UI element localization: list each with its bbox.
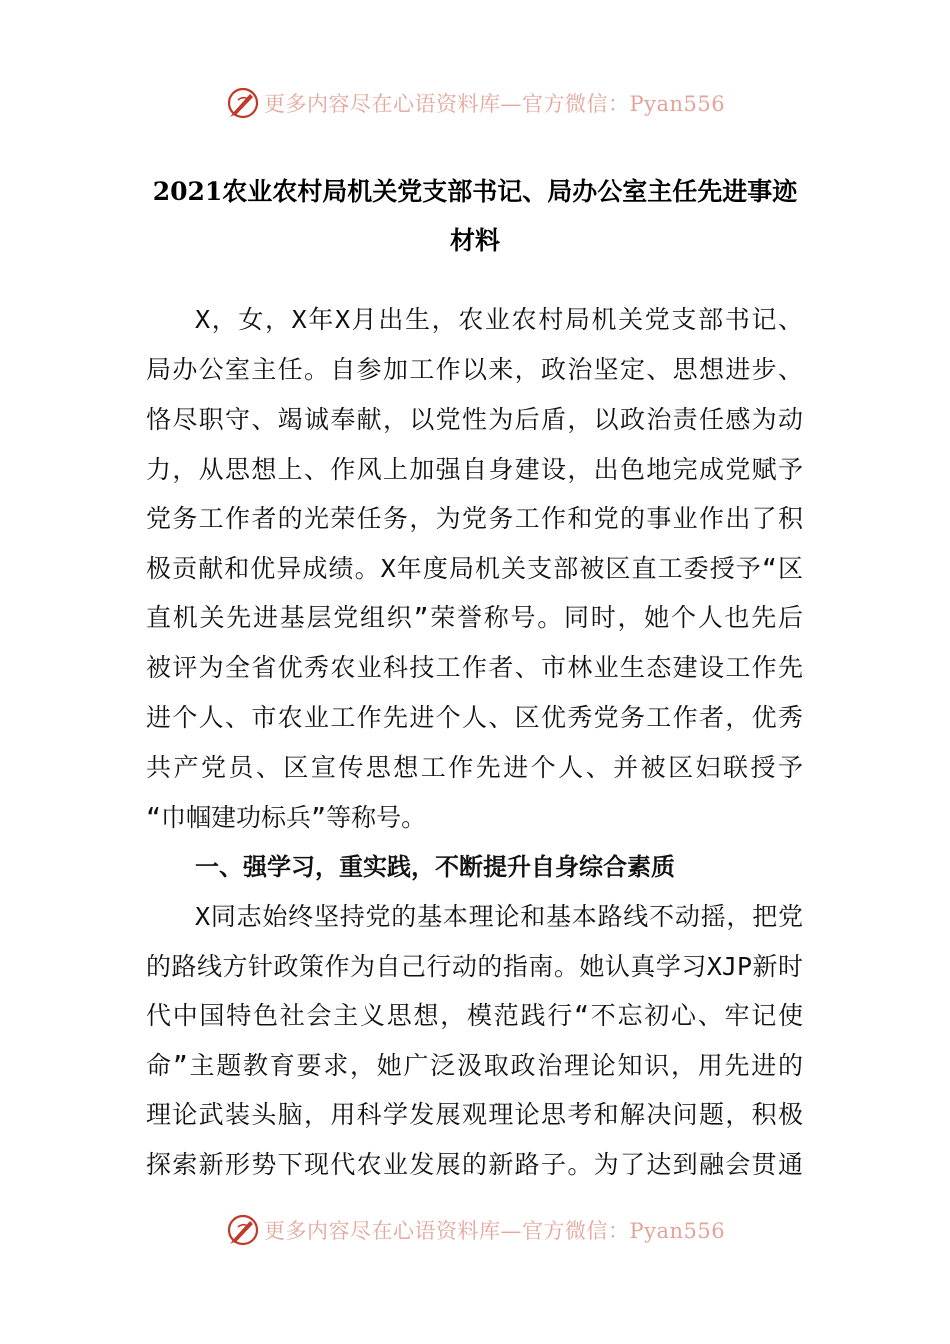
paragraph-1-line: “巾帼建功标兵”等称号。 (146, 803, 427, 832)
paragraph-1-line: 党务工作者的光荣任务，为党务工作和党的事业作出了积 (146, 504, 803, 533)
paragraph-1-line: X，女，X年X月出生，农业农村局机关党支部书记、 (195, 305, 803, 334)
section-1-heading: 一、强学习，重实践，不断提升自身综合素质 (195, 853, 675, 881)
paragraph-2-line: X同志始终坚持党的基本理论和基本路线不动摇，把党 (195, 902, 803, 931)
paragraph-1-line: 局办公室主任。自参加工作以来，政治坚定、思想进步、 (146, 355, 803, 384)
watermark-text: 更多内容尽在心语资料库—官方微信：Pyan556 (264, 92, 726, 116)
document-title-line-1: 2021农业农村局机关党支部书记、局办公室主任先进事迹 (152, 177, 798, 206)
paragraph-2-line: 命”主题教育要求，她广泛汲取政治理论知识，用先进的 (146, 1051, 803, 1080)
paragraph-1-line: 被评为全省优秀农业科技工作者、市林业生态建设工作先 (146, 653, 803, 682)
paragraph-1-line: 直机关先进基层党组织”荣誉称号。同时，她个人也先后 (146, 603, 803, 632)
paragraph-2-line: 探索新形势下现代农业发展的新路子。为了达到融会贯通 (146, 1150, 803, 1179)
paragraph-1-line: 进个人、市农业工作先进个人、区优秀党务工作者，优秀 (146, 703, 803, 732)
paragraph-1-line: 恪尽职守、竭诚奉献，以党性为后盾，以政治责任感为动 (146, 405, 803, 434)
document-title-line-2: 材料 (449, 226, 500, 255)
paragraph-2-line: 的路线方针政策作为自己行动的指南。她认真学习XJP新时 (146, 952, 803, 981)
watermark-banner-bottom (226, 1213, 725, 1247)
pen-logo-icon (226, 86, 260, 120)
watermark-text: 更多内容尽在心语资料库—官方微信：Pyan556 (264, 1219, 726, 1243)
watermark-banner-top (226, 86, 725, 120)
paragraph-1-line: 力，从思想上、作风上加强自身建设，出色地完成党赋予 (146, 455, 803, 484)
paragraph-1-line: 极贡献和优异成绩。X年度局机关支部被区直工委授予“区 (146, 554, 803, 583)
paragraph-2-line: 代中国特色社会主义思想，模范践行“不忘初心、牢记使 (146, 1001, 803, 1030)
pen-logo-icon (226, 1213, 260, 1247)
paragraph-2-line: 理论武装头脑，用科学发展观理论思考和解决问题，积极 (146, 1100, 803, 1129)
paragraph-1-line: 共产党员、区宣传思想工作先进个人、并被区妇联授予 (146, 753, 803, 782)
